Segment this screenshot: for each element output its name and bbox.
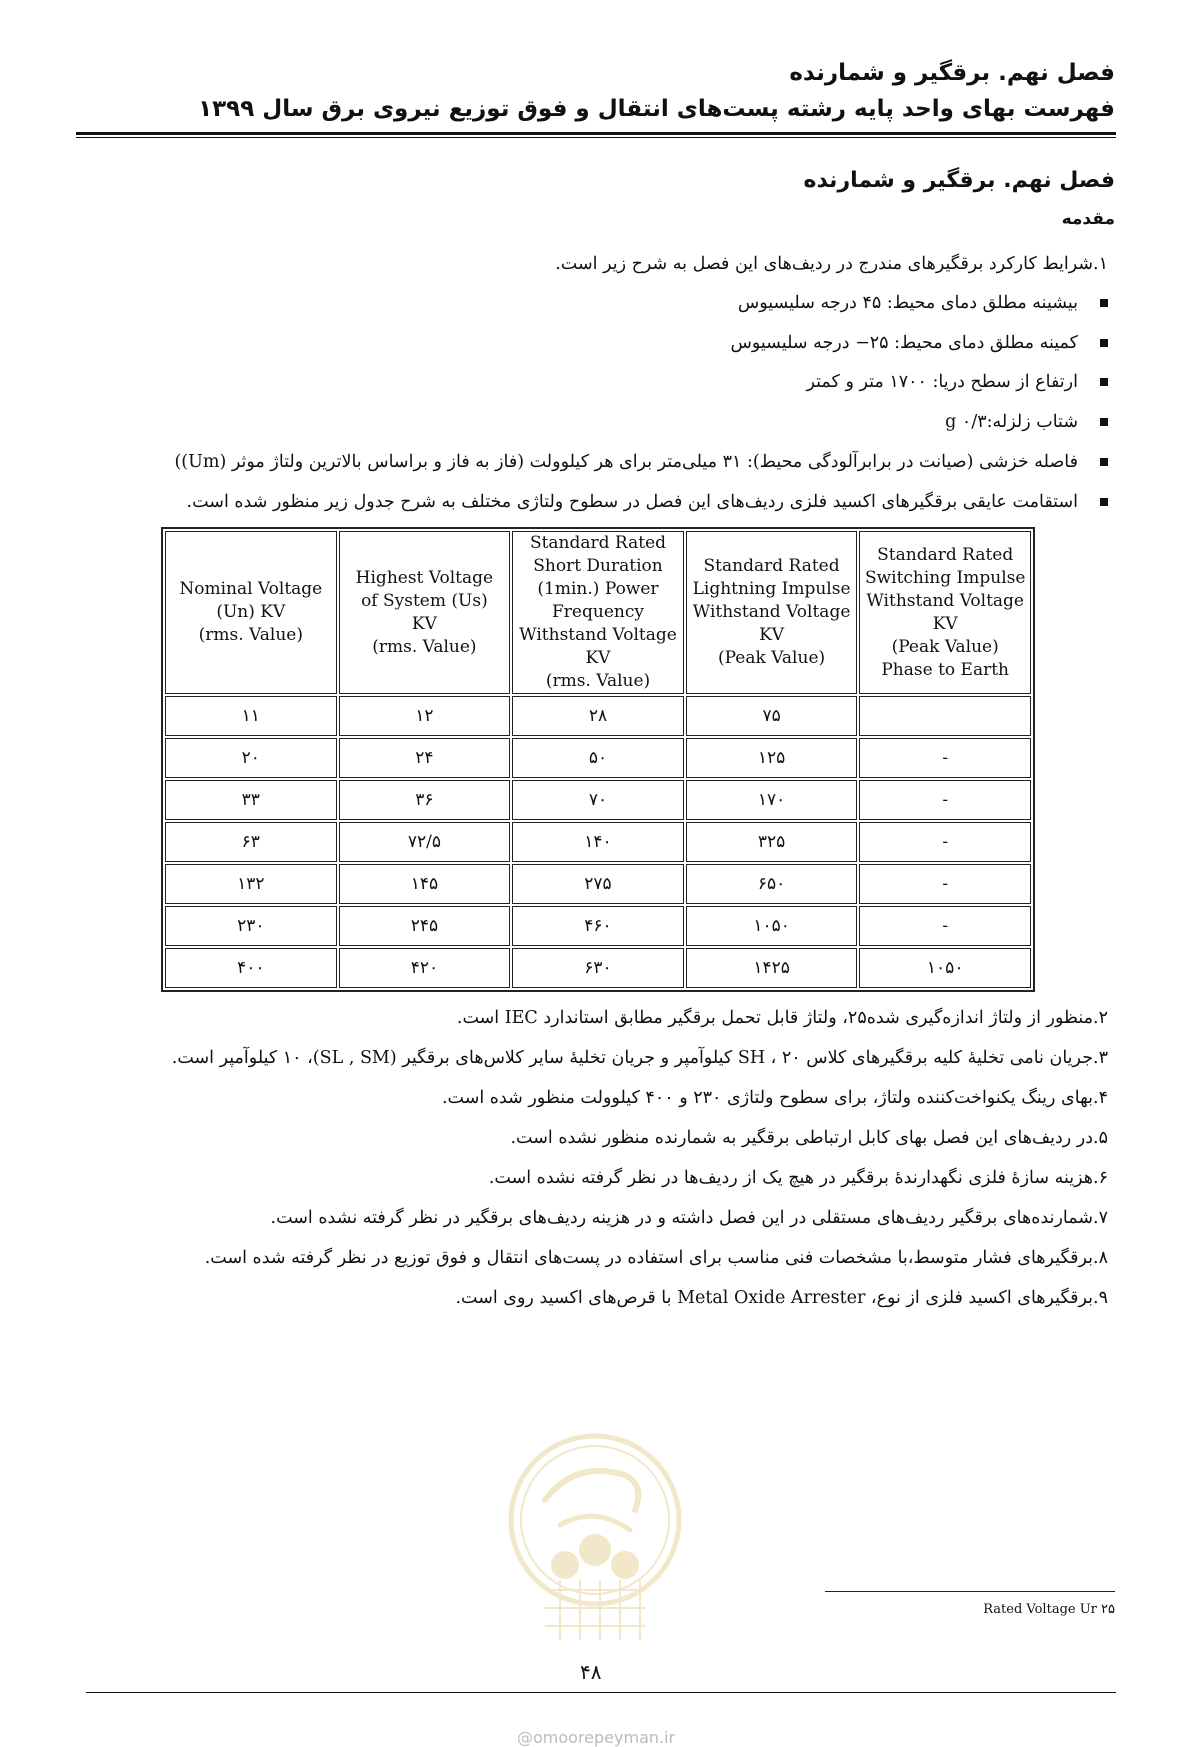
note-item-9: ۹.برقگیرهای اکسید فلزی از نوع، Metal Oxide Arrester با قرص‌های اکسید روی است. xyxy=(455,1288,1108,1308)
running-header-chapter: فصل نهم. برقگیر و شمارنده xyxy=(789,60,1115,86)
table-cell: ۱۲۵ xyxy=(686,738,858,778)
table-cell: ۲۴ xyxy=(339,738,511,778)
header-switching-impulse-withstand: Standard Rated Switching Impulse Withstand Voltage KV (Peak Value) Phase to Earth xyxy=(859,531,1031,694)
table-cell: ۱۴۰ xyxy=(512,822,684,862)
header-rule-thick xyxy=(76,132,1116,135)
table-cell: ۷۵ xyxy=(686,696,858,736)
bullet-square-icon xyxy=(1100,418,1108,426)
table-cell: ۳۶ xyxy=(339,780,511,820)
table-cell: ۲۳۰ xyxy=(165,906,337,946)
table-cell: ۴۰۰ xyxy=(165,948,337,988)
table-cell: ۴۲۰ xyxy=(339,948,511,988)
bullet-square-icon xyxy=(1100,458,1108,466)
table-cell: ۱۱ xyxy=(165,696,337,736)
table-cell: ۲۰ xyxy=(165,738,337,778)
table-cell: ۱۲ xyxy=(339,696,511,736)
bullet-square-icon xyxy=(1100,339,1108,347)
table-cell: ۱۴۲۵ xyxy=(686,948,858,988)
table-row xyxy=(165,864,1031,904)
table-cell: - xyxy=(859,738,1031,778)
table-cell: ۴۶۰ xyxy=(512,906,684,946)
table-cell: ۲۷۵ xyxy=(512,864,684,904)
header-nominal-voltage: Nominal Voltage (Un) KV (rms. Value) xyxy=(165,531,337,694)
table-row xyxy=(165,906,1031,946)
footnote: ۲۵ Rated Voltage Ur xyxy=(983,1602,1115,1617)
bullet-item xyxy=(807,372,1109,392)
table-header-row xyxy=(165,531,1031,694)
table-row xyxy=(165,780,1031,820)
footnote-rule xyxy=(825,1591,1115,1592)
bullet-text: کمینه مطلق دمای محیط: ۲۵− درجه سلیسیوس xyxy=(730,333,1078,353)
omoorepeyman-watermark-logo xyxy=(505,1430,685,1690)
bullet-square-icon xyxy=(1100,378,1108,386)
table-cell: ۳۲۵ xyxy=(686,822,858,862)
table-cell: - xyxy=(859,780,1031,820)
table-cell xyxy=(859,696,1031,736)
note-item-4: ۴.بهای رینگ یکنواخت‌کننده ولتاژ، برای سطوح ولتاژی ۲۳۰ و ۴۰۰ کیلوولت منظور شده است. xyxy=(441,1088,1108,1108)
table-row xyxy=(165,822,1031,862)
bullet-text: ارتفاع از سطح دریا: ۱۷۰۰ متر و کمتر xyxy=(806,372,1078,392)
bullet-item xyxy=(731,333,1109,353)
bullet-item xyxy=(738,293,1108,313)
table-cell: ۷۰ xyxy=(512,780,684,820)
section-subtitle: مقدمه xyxy=(1061,209,1115,229)
page-number: ۴۸ xyxy=(580,1660,602,1684)
table-cell: - xyxy=(859,864,1031,904)
note-item-3: ۳.جریان نامی تخلیهٔ کلیه برقگیرهای کلاس SH ، ۲۰ کیلوآمپر و جریان تخلیهٔ سایر کلاس‌های برقگیر (SL , SM)، ۱۰ کیلوآمپر است. xyxy=(171,1048,1108,1068)
header-highest-voltage: Highest Voltage of System (Us) KV (rms. Value) xyxy=(339,531,511,694)
intro-item-1: ۱.شرایط کارکرد برقگیرهای مندرج در ردیف‌های این فصل به شرح زیر است. xyxy=(555,254,1108,274)
header-lightning-impulse-withstand: Standard Rated Lightning Impulse Withstand Voltage KV (Peak Value) xyxy=(686,531,858,694)
footer-rule xyxy=(86,1692,1116,1693)
note-item-7: ۷.شمارنده‌های برقگیر ردیف‌های مستقلی در این فصل داشته و در هزینه ردیف‌های برقگیر در نظر گرفته نشده است. xyxy=(270,1208,1108,1228)
running-header-catalog-title: فهرست بهای واحد پایه رشته پست‌های انتقال و فوق توزیع نیروی برق سال ۱۳۹۹ xyxy=(198,96,1115,122)
watermark-site-text: @omoorepeyman.ir xyxy=(517,1728,676,1747)
bullet-text: استقامت عایقی برقگیرهای اکسید فلزی ردیف‌های این فصل در سطوح ولتاژی مختلف به شرح جدول زیر منظور شده است. xyxy=(186,492,1078,512)
table-cell: ۱۳۲ xyxy=(165,864,337,904)
table-cell: ۶۳ xyxy=(165,822,337,862)
bullet-square-icon xyxy=(1100,299,1108,307)
note-item-8: ۸.برقگیرهای فشار متوسط،با مشخصات فنی مناسب برای استفاده در پست‌های انتقال و فوق توزیع در نظر گرفته شده است. xyxy=(204,1248,1108,1268)
bullet-text: فاصله خزشی (صیانت در برابرآلودگی محیط): ۳۱ میلی‌متر برای هر کیلوولت (فاز به فاز و براساس بالاترین ولتاژ موثر (Um)) xyxy=(174,452,1078,472)
table-cell: - xyxy=(859,906,1031,946)
bullet-text: بیشینه مطلق دمای محیط: ۴۵ درجه سلیسیوس xyxy=(737,293,1078,313)
table-cell: ۱۴۵ xyxy=(339,864,511,904)
note-item-5: ۵.در ردیف‌های این فصل بهای کابل ارتباطی برقگیر به شمارنده منظور نشده است. xyxy=(510,1128,1108,1148)
table-cell: ۲۴۵ xyxy=(339,906,511,946)
note-item-6: ۶.هزینه سازهٔ فلزی نگهدارندهٔ برقگیر در هیچ یک از ردیف‌ها در نظر گرفته نشده است. xyxy=(488,1168,1108,1188)
table-cell: ۶۵۰ xyxy=(686,864,858,904)
bullet-item xyxy=(945,412,1108,432)
table-cell: ۳۳ xyxy=(165,780,337,820)
bullet-square-icon xyxy=(1100,498,1108,506)
table-cell: ۱۰۵۰ xyxy=(859,948,1031,988)
bullet-item xyxy=(187,492,1108,512)
table-cell: ۵۰ xyxy=(512,738,684,778)
table-row xyxy=(165,948,1031,988)
section-title: فصل نهم. برقگیر و شمارنده xyxy=(803,168,1115,193)
header-rule-thin xyxy=(76,137,1116,138)
bullet-item xyxy=(174,452,1108,472)
bullet-text: شتاب زلزله:۰/۳ g xyxy=(945,412,1078,432)
table-cell: ۲۸ xyxy=(512,696,684,736)
table-cell: ۱۰۵۰ xyxy=(686,906,858,946)
insulation-withstand-table xyxy=(161,527,1035,992)
table-cell: ۷۲/۵ xyxy=(339,822,511,862)
table-row xyxy=(165,696,1031,736)
table-cell: ۱۷۰ xyxy=(686,780,858,820)
note-item-2: ۲.منظور از ولتاژ اندازه‌گیری شده۲۵، ولتاژ قابل تحمل برقگیر مطابق استاندارد IEC است. xyxy=(456,1008,1108,1028)
table-cell: ۶۳۰ xyxy=(512,948,684,988)
table-row xyxy=(165,738,1031,778)
table-cell: - xyxy=(859,822,1031,862)
header-power-frequency-withstand: Standard Rated Short Duration (1min.) Power Frequency Withstand Voltage KV (rms. Value) xyxy=(512,531,684,694)
